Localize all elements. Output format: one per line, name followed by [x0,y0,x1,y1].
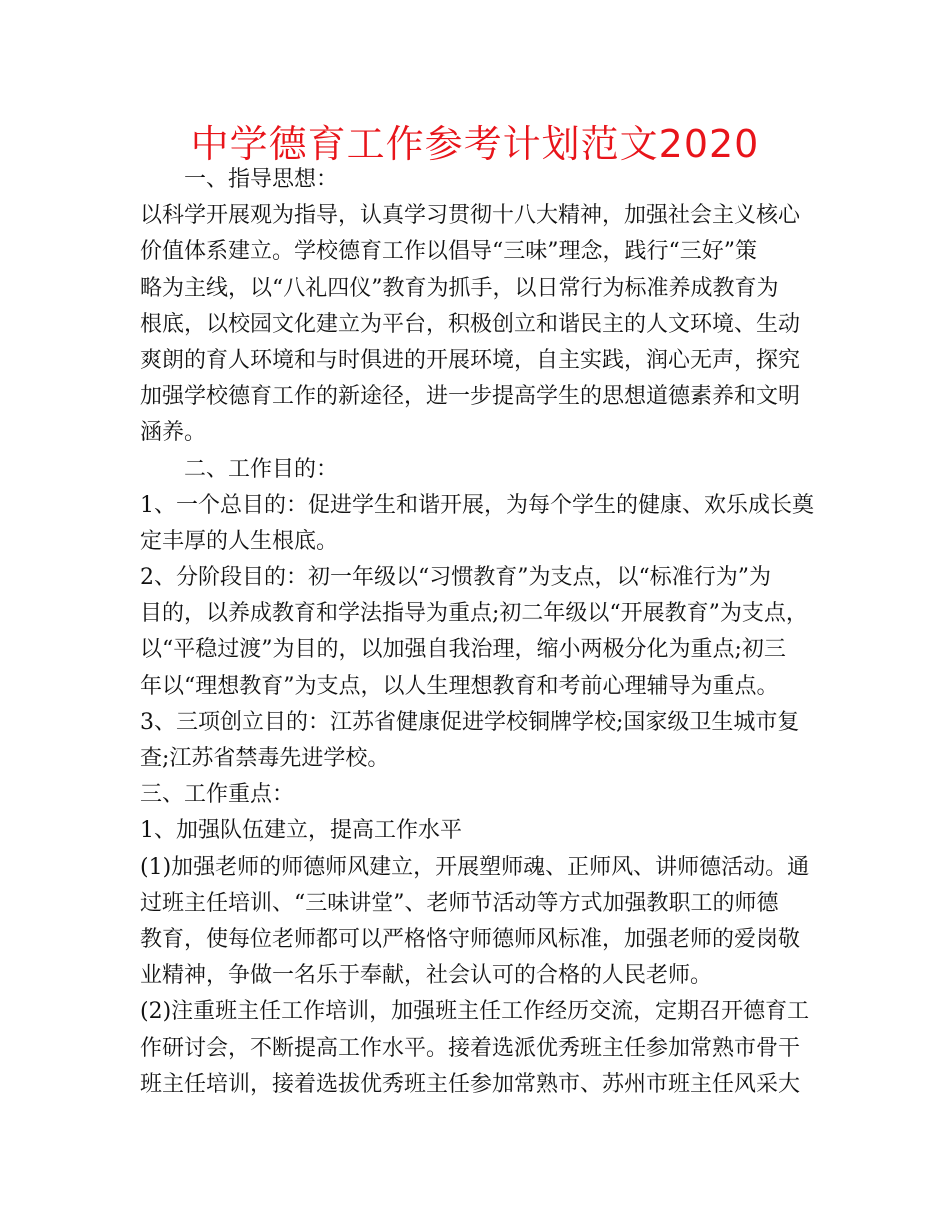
paragraph-line: 查;江苏省禁毒先进学校。 [140,746,390,771]
subsection-heading: 1、加强队伍建立，提高工作水平 [140,818,462,844]
paragraph-line: 爽朗的育人环境和与时俱进的开展环境，自主实践，润心无声，探究 [140,347,801,373]
paragraph-line: 2、分阶段目的：初一年级以“习惯教育”为支点，以“标准行为”为 [140,565,771,591]
paragraph-line: 以“平稳过渡”为目的，以加强自我治理，缩小两极分化为重点;初三 [140,637,786,663]
paragraph-line: 定丰厚的人生根底。 [140,528,339,554]
paragraph-line: 作研讨会，不断提高工作水平。接着选派优秀班主任参加常熟市骨干 [140,1035,801,1061]
section-heading: 一、指导思想： [184,167,339,192]
section-heading: 二、工作目的： [184,456,339,482]
paragraph-line: 3、三项创立目的：江苏省健康促进学校铜牌学校;国家级卫生城市复 [140,709,800,735]
paragraph-line: 涵养。 [140,420,207,446]
paragraph-line: 价值体系建立。学校德育工作以倡导“三味”理念，践行“三好”策 [140,239,757,265]
paragraph-line: 班主任培训，接着选拔优秀班主任参加常熟市、苏州市班主任风采大 [140,1071,801,1097]
paragraph-line: 略为主线，以“八礼四仪”教育为抓手，以日常行为标准养成教育为 [140,275,779,301]
document-body [140,162,820,1103]
section-heading: 三、工作重点： [140,782,295,808]
paragraph-line: 以科学开展观为指导，认真学习贯彻十八大精神，加强社会主义核心 [140,203,801,229]
paragraph-line: (2)注重班主任工作培训，加强班主任工作经历交流，定期召开德育工 [140,999,810,1025]
paragraph-line: 过班主任培训、“三味讲堂”、老师节活动等方式加强教职工的师德 [140,890,779,916]
paragraph-line: 教育，使每位老师都可以严格恪守师德师风标准，加强老师的爱岗敬 [140,926,801,952]
document-title: 中学德育工作参考计划范文2020 [190,122,760,166]
paragraph-line: (1)加强老师的师德师风建立，开展塑师魂、正师风、讲师德活动。通 [140,854,810,880]
paragraph-line: 加强学校德育工作的新途径，进一步提高学生的思想道德素养和文明 [140,384,801,410]
paragraph-line: 目的，以养成教育和学法指导为重点;初二年级以“开展教育”为支点， [140,601,808,627]
paragraph-line: 根底，以校园文化建立为平台，积极创立和谐民主的人文环境、生动 [140,311,801,337]
paragraph-line: 1、一个总目的：促进学生和谐开展，为每个学生的健康、欢乐成长奠 [140,492,814,518]
paragraph-line: 年以“理想教育”为支点，以人生理想教育和考前心理辅导为重点。 [140,673,779,699]
paragraph-line: 业精神，争做一名乐于奉献，社会认可的合格的人民老师。 [140,963,713,989]
